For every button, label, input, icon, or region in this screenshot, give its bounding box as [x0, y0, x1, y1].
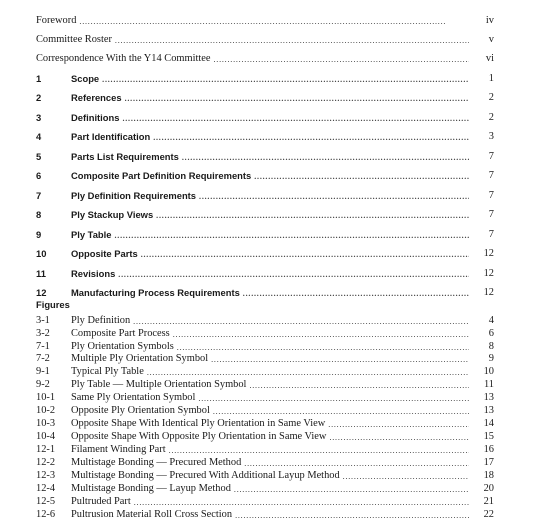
figure-title: Composite Part Process — [71, 328, 170, 339]
figure-page: 16 — [483, 444, 494, 455]
figure-page: 18 — [483, 470, 494, 481]
figure-number: 12-5 — [36, 496, 56, 507]
section-page: 12 — [483, 268, 494, 279]
section-number: 3 — [36, 112, 42, 123]
section-number: 11 — [36, 268, 46, 279]
figure-page: 15 — [483, 431, 494, 442]
figure-title: Opposite Shape With Opposite Ply Orientation in Same View — [71, 431, 327, 442]
figure-page: 13 — [483, 405, 494, 416]
toc-figure-12-5[interactable] — [36, 493, 494, 507]
section-title: Manufacturing Process Requirements — [71, 287, 240, 298]
section-title: Ply Definition Requirements — [71, 190, 197, 201]
figure-title: Same Ply Orientation Symbol — [71, 392, 196, 403]
section-number: 7 — [36, 190, 42, 201]
section-page: 2 — [488, 112, 494, 123]
dot-leader — [122, 109, 469, 123]
figure-number: 3-1 — [36, 315, 50, 326]
dot-leader — [156, 206, 469, 220]
figure-number: 9-1 — [36, 366, 50, 377]
figure-number: 7-1 — [36, 341, 50, 352]
toc-figure-10-1[interactable] — [36, 389, 494, 403]
section-page: 7 — [488, 229, 494, 240]
dot-leader — [182, 148, 469, 162]
dot-leader — [118, 265, 469, 279]
dot-leader — [153, 128, 469, 142]
dot-leader — [141, 245, 469, 259]
section-title: Composite Part Definition Requirements — [71, 170, 252, 181]
dot-leader — [79, 12, 469, 26]
figure-number: 10-1 — [36, 392, 56, 403]
dot-leader — [147, 363, 469, 377]
section-number: 12 — [36, 287, 47, 298]
section-number: 10 — [36, 248, 47, 259]
dot-leader — [254, 167, 469, 181]
toc-entry-foreword[interactable] — [36, 12, 494, 26]
dot-leader — [213, 402, 469, 416]
toc-section-6[interactable] — [36, 167, 494, 181]
figure-number: 10-4 — [36, 431, 56, 442]
figure-title: Ply Definition — [71, 315, 131, 326]
figure-page: 11 — [483, 379, 494, 390]
dot-leader — [234, 480, 469, 494]
dot-leader — [115, 31, 469, 45]
section-page: 1 — [488, 73, 494, 84]
figure-title: Typical Ply Table — [71, 366, 144, 377]
dot-leader — [328, 415, 469, 429]
section-page: 7 — [488, 190, 494, 201]
toc-section-12[interactable] — [36, 284, 494, 298]
figure-title: Ply Orientation Symbols — [71, 341, 174, 352]
section-page: 2 — [488, 92, 494, 103]
dot-leader — [329, 428, 469, 442]
dot-leader — [125, 89, 469, 103]
section-page: 7 — [488, 209, 494, 220]
toc-figure-10-2[interactable] — [36, 402, 494, 416]
figure-page: 22 — [483, 509, 494, 520]
toc-section-7[interactable] — [36, 187, 494, 201]
toc-figure-10-4[interactable] — [36, 428, 494, 442]
entry-page: iv — [485, 15, 494, 26]
section-title: Ply Table — [71, 229, 112, 240]
figure-title: Opposite Shape With Identical Ply Orientation in Same View — [71, 418, 326, 429]
toc-figure-12-4[interactable] — [36, 480, 494, 494]
figure-number: 12-4 — [36, 483, 56, 494]
dot-leader — [199, 187, 469, 201]
toc-figure-12-3[interactable] — [36, 467, 494, 481]
section-number: 4 — [36, 131, 42, 142]
dot-leader — [133, 312, 469, 326]
toc-figure-9-2[interactable] — [36, 376, 494, 390]
figure-page: 13 — [483, 392, 494, 403]
figure-page: 14 — [483, 418, 494, 429]
figure-number: 7-2 — [36, 353, 50, 364]
figure-title: Pultrusion Material Roll Cross Section — [71, 509, 233, 520]
figure-page: 20 — [483, 483, 494, 494]
section-number: 8 — [36, 209, 42, 220]
section-page: 12 — [483, 287, 494, 298]
figure-number: 12-6 — [36, 509, 56, 520]
section-page: 7 — [488, 170, 494, 181]
section-page: 12 — [483, 248, 494, 259]
entry-title: Committee Roster — [36, 34, 112, 45]
toc-section-3[interactable] — [36, 109, 494, 123]
dot-leader — [244, 454, 469, 468]
section-number: 9 — [36, 229, 42, 240]
toc-section-2[interactable] — [36, 89, 494, 103]
toc-section-5[interactable] — [36, 148, 494, 162]
toc-section-10[interactable] — [36, 245, 494, 259]
figure-number: 12-2 — [36, 457, 56, 468]
figure-page: 17 — [483, 457, 494, 468]
entry-title: Foreword — [36, 15, 77, 26]
section-number: 1 — [36, 73, 42, 84]
section-number: 2 — [36, 92, 42, 103]
figure-title: Multistage Bonding — Precured Method — [71, 457, 242, 468]
section-number: 5 — [36, 151, 42, 162]
dot-leader — [134, 493, 469, 507]
toc-entry-committee-roster[interactable] — [36, 31, 494, 45]
section-title: Definitions — [71, 112, 120, 123]
figure-number: 9-2 — [36, 379, 50, 390]
toc-entry-correspondence[interactable] — [36, 50, 494, 64]
section-title: Part Identification — [71, 131, 151, 142]
section-title: Ply Stackup Views — [71, 209, 154, 220]
dot-leader — [213, 50, 469, 64]
entry-page: vi — [485, 53, 494, 64]
figure-title: Multistage Bonding — Precured With Additional Layup Method — [71, 470, 340, 481]
figure-page: 4 — [488, 315, 494, 326]
dot-leader — [173, 325, 469, 339]
toc-section-11[interactable] — [36, 265, 494, 279]
figure-number: 10-2 — [36, 405, 56, 416]
toc-section-4[interactable] — [36, 128, 494, 142]
dot-leader — [114, 226, 469, 240]
figure-number: 3-2 — [36, 328, 50, 339]
dot-leader — [343, 467, 469, 481]
section-title: Parts List Requirements — [71, 151, 179, 162]
figure-title: Ply Table — Multiple Orientation Symbol — [71, 379, 247, 390]
section-title: Opposite Parts — [71, 248, 138, 259]
figure-title: Multistage Bonding — Layup Method — [71, 483, 231, 494]
entry-page: v — [488, 34, 494, 45]
figure-page: 21 — [483, 496, 494, 507]
section-title: Revisions — [71, 268, 116, 279]
figures-heading: Figures — [36, 299, 70, 310]
dot-leader — [235, 506, 469, 520]
section-title: References — [71, 92, 122, 103]
figure-title: Multiple Ply Orientation Symbol — [71, 353, 209, 364]
section-title: Scope — [71, 73, 100, 84]
dot-leader — [102, 70, 469, 84]
figure-page: 6 — [488, 328, 494, 339]
figure-number: 10-3 — [36, 418, 56, 429]
toc-figure-12-2[interactable] — [36, 454, 494, 468]
dot-leader — [169, 441, 469, 455]
section-page: 7 — [488, 151, 494, 162]
toc-figure-3-1[interactable] — [36, 312, 494, 326]
entry-title: Correspondence With the Y14 Committee — [36, 53, 211, 64]
figure-number: 12-1 — [36, 444, 56, 455]
section-page: 3 — [488, 131, 494, 142]
toc-figure-10-3[interactable] — [36, 415, 494, 429]
toc-section-8[interactable] — [36, 206, 494, 220]
toc-figure-3-2[interactable] — [36, 325, 494, 339]
figure-page: 8 — [488, 341, 494, 352]
dot-leader — [211, 350, 469, 364]
figure-title: Pultruded Part — [71, 496, 131, 507]
section-number: 6 — [36, 170, 42, 181]
figure-title: Opposite Ply Orientation Symbol — [71, 405, 210, 416]
toc-section-9[interactable] — [36, 226, 494, 240]
figure-title: Filament Winding Part — [71, 444, 166, 455]
figure-page: 9 — [488, 353, 494, 364]
toc-figure-12-1[interactable] — [36, 441, 494, 455]
figure-number: 12-3 — [36, 470, 56, 481]
dot-leader — [243, 284, 469, 298]
toc-section-1[interactable] — [36, 70, 494, 84]
figure-page: 10 — [483, 366, 494, 377]
dot-leader — [198, 389, 469, 403]
toc-figure-9-1[interactable] — [36, 363, 494, 377]
toc-figure-12-6[interactable] — [36, 506, 494, 520]
dot-leader — [249, 376, 469, 390]
toc-figure-7-2[interactable] — [36, 350, 494, 364]
